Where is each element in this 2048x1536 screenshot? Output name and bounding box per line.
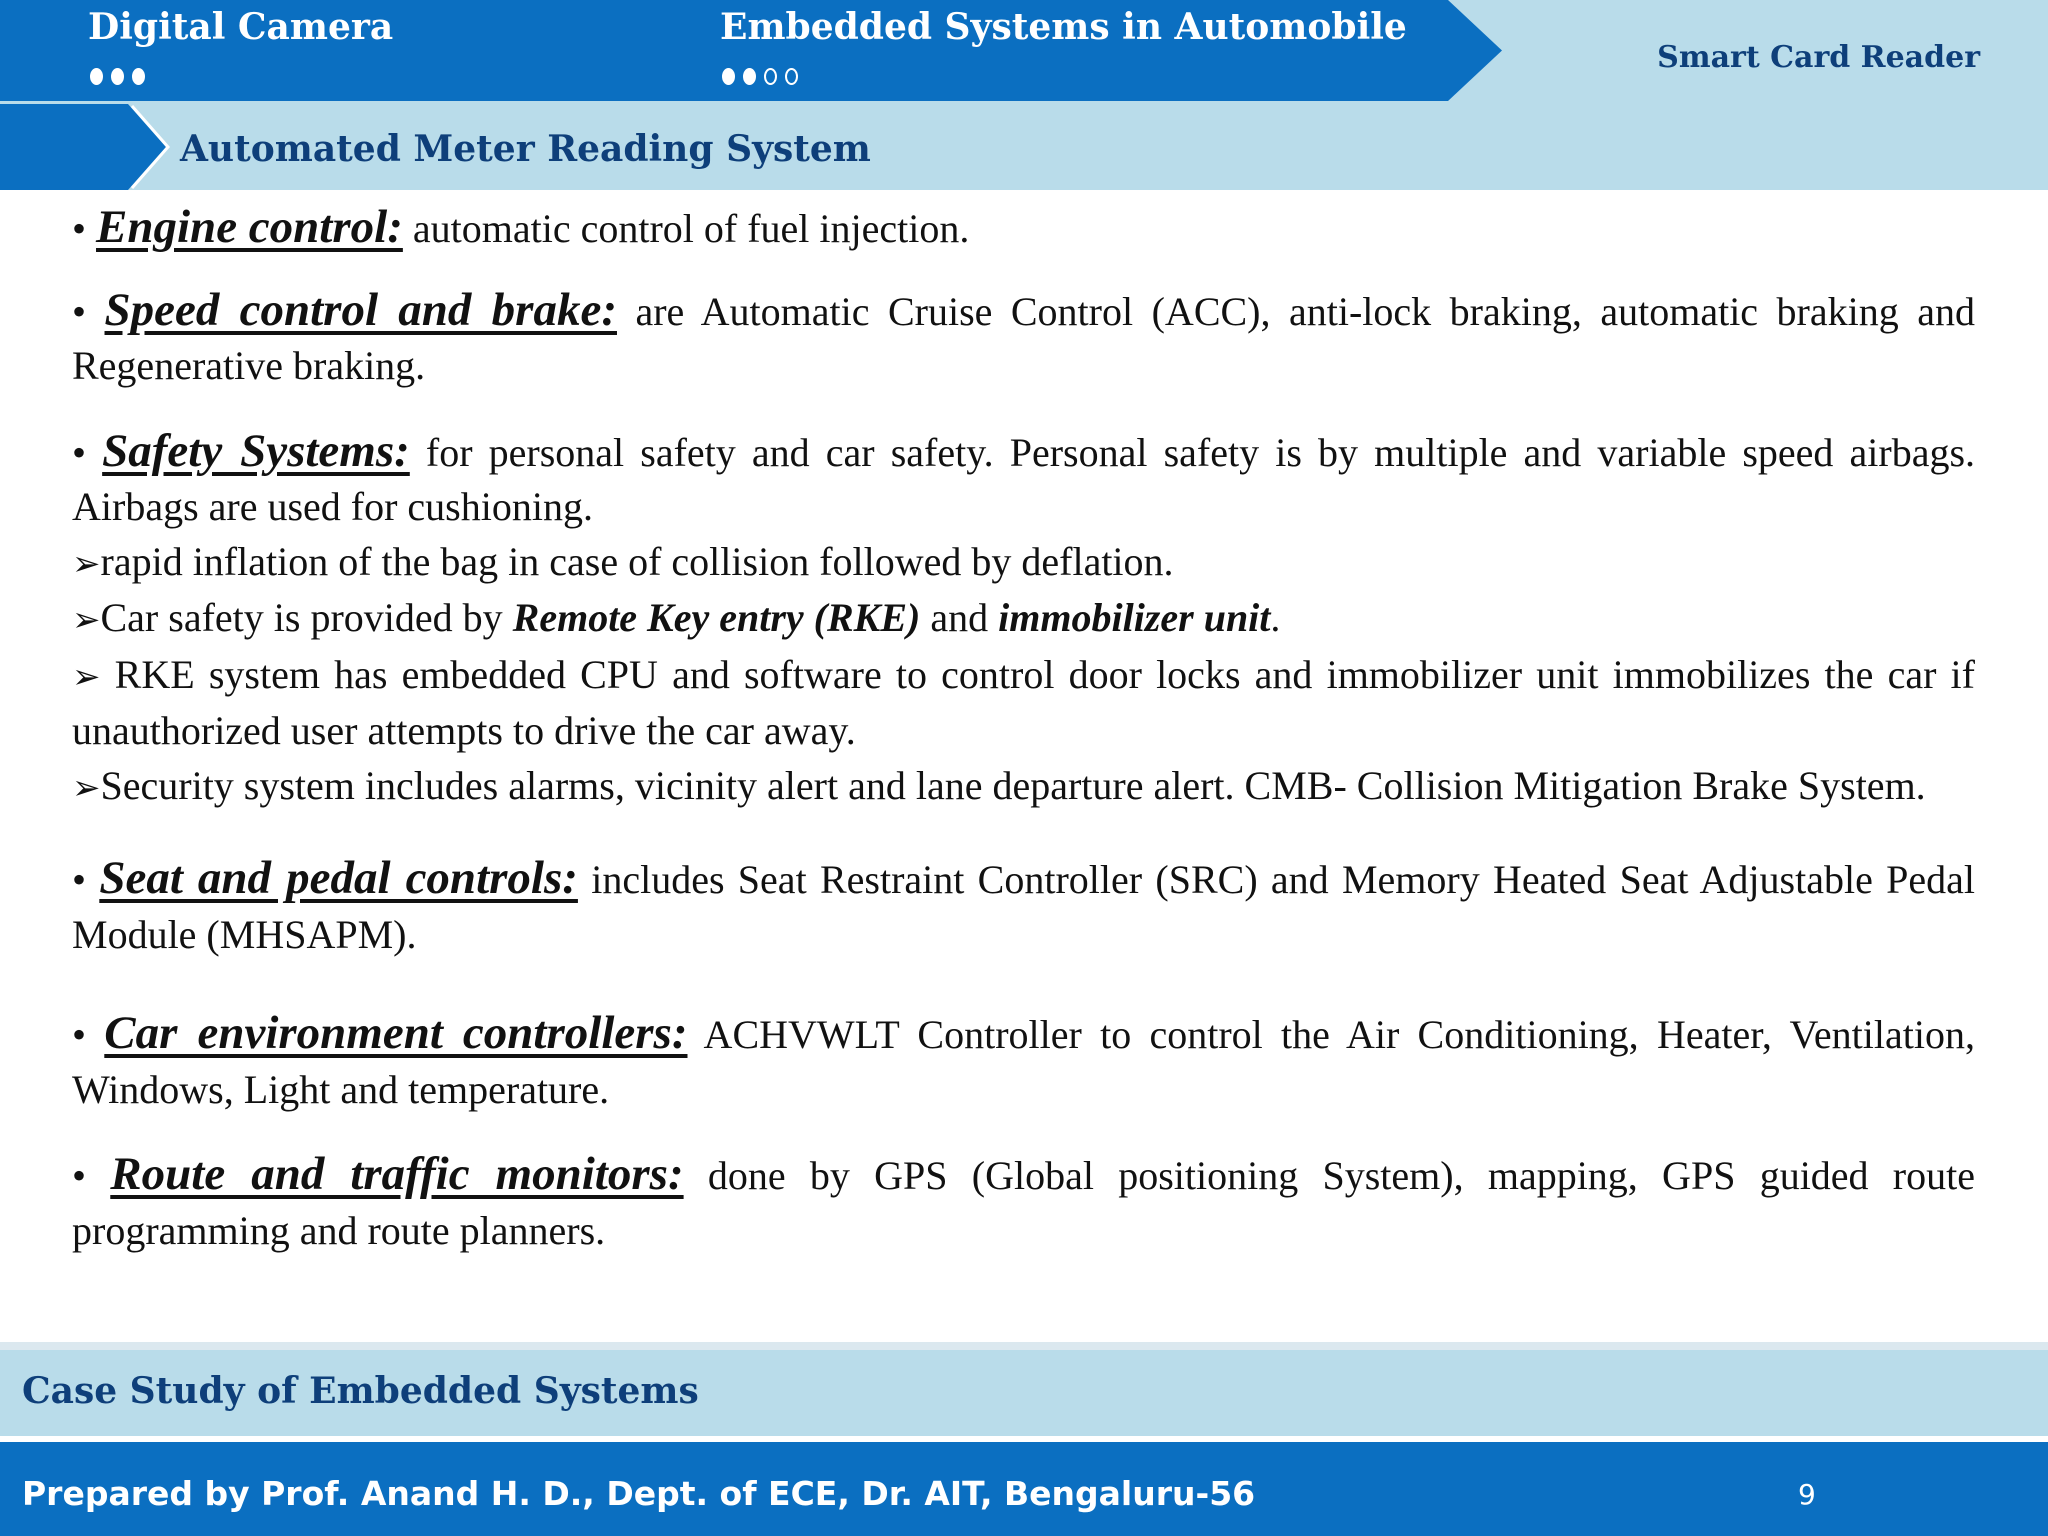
bullet-mark: • [72, 288, 87, 334]
sub-bullet-text: rapid inflation of the bag in case of collision followed by deflation. [100, 538, 1174, 584]
bullet-speed-control [72, 283, 1975, 394]
bullet-text: for personal safety and car safety. Personal safety is by multiple and variable speed airbags. Airbags are used for cushioning. [72, 429, 1976, 529]
arrow-bullet-icon: ➢ [72, 543, 101, 584]
keyword: Car environment controllers: [104, 1007, 688, 1059]
bullet-car-environment [72, 1006, 1975, 1117]
sub-bullet-text: and [920, 595, 999, 640]
keyword: Route and traffic monitors: [110, 1148, 684, 1200]
nav-item-digital-camera[interactable]: Digital Camera [88, 6, 394, 48]
keyword: Engine control: [96, 201, 403, 253]
arrow-bullet-icon: ➢ [72, 656, 101, 697]
footer-divider [0, 1342, 2048, 1350]
bullet-text: automatic control of fuel injection. [402, 206, 970, 251]
arrow-bullet-icon: ➢ [72, 767, 101, 808]
bullet-text: done by GPS (Global positioning System), mapping, GPS guided route programming and route planners. [72, 1153, 1975, 1253]
bullet-mark: • [72, 1153, 87, 1198]
bullet-seat-pedal [72, 851, 1975, 962]
progress-dot[interactable] [743, 68, 756, 85]
footer-title: Case Study of Embedded Systems [22, 1370, 699, 1412]
nav-item-embedded-systems-in-automobile[interactable]: Embedded Systems in Automobile [720, 6, 1407, 48]
nav-progress-dots [90, 68, 145, 85]
page-number: 9 [1798, 1478, 1816, 1511]
bullet-mark: • [72, 1012, 87, 1057]
sub-bullet-security [72, 759, 1975, 816]
keyword: Speed control and brake: [104, 283, 617, 336]
bullet-mark: • [72, 429, 87, 475]
nav-arrow-tip [1448, 0, 1502, 101]
sub-bullet-text: RKE system has embedded CPU and software to control door locks and immobilizer unit immobilizes the car if unauthorized user attempts to drive the car away. [72, 651, 1975, 753]
footer-credit: Prepared by Prof. Anand H. D., Dept. of ECE, Dr. AIT, Bengaluru-56 [22, 1474, 1256, 1513]
progress-dot[interactable] [132, 68, 145, 85]
sub-bullet-rke [72, 648, 1975, 759]
progress-dot[interactable] [90, 68, 103, 85]
progress-dot[interactable] [764, 68, 777, 85]
keyword: Safety Systems: [102, 424, 410, 477]
sub-bullet-car-safety [72, 591, 1975, 648]
bullet-route-traffic [72, 1147, 1975, 1258]
nav-progress-dots [722, 68, 798, 85]
arrow-bullet-icon: ➢ [72, 600, 101, 640]
sub-bullet-text: Car safety is provided by [100, 595, 513, 640]
bullet-text: ACHVWLT Controller to control the Air Conditioning, Heater, Ventilation, Windows, Light and temperature. [72, 1012, 1975, 1112]
bullet-text: are Automatic Cruise Control (ACC), anti-lock braking, automatic braking and Regenerative braking. [72, 288, 1976, 388]
nav-item-smart-card-reader[interactable]: Smart Card Reader [1657, 40, 1980, 75]
bullet-text: includes Seat Restraint Controller (SRC) and Memory Heated Seat Adjustable Pedal Module (MHSAPM). [72, 857, 1976, 957]
progress-dot[interactable] [111, 68, 124, 85]
sub-bullet-text: . [1270, 595, 1281, 640]
keyword: Seat and pedal controls: [99, 852, 578, 904]
sub-bullet-text: Security system includes alarms, vicinity alert and lane departure alert. CMB- Collision Mitigation Brake System. [100, 762, 1926, 808]
slide-content [72, 200, 1975, 1258]
bullet-mark: • [72, 206, 87, 251]
progress-dot[interactable] [785, 68, 798, 85]
emphasis-text: immobilizer unit [998, 595, 1271, 640]
bullet-engine-control [72, 200, 1975, 257]
sub-bullet-inflation [72, 535, 1975, 592]
subnav-arrow [0, 104, 170, 195]
progress-dot[interactable] [722, 68, 735, 85]
bullet-safety-systems [72, 424, 1975, 535]
emphasis-text: Remote Key entry (RKE) [512, 595, 921, 640]
bullet-mark: • [72, 857, 87, 902]
section-title: Automated Meter Reading System [180, 128, 871, 170]
